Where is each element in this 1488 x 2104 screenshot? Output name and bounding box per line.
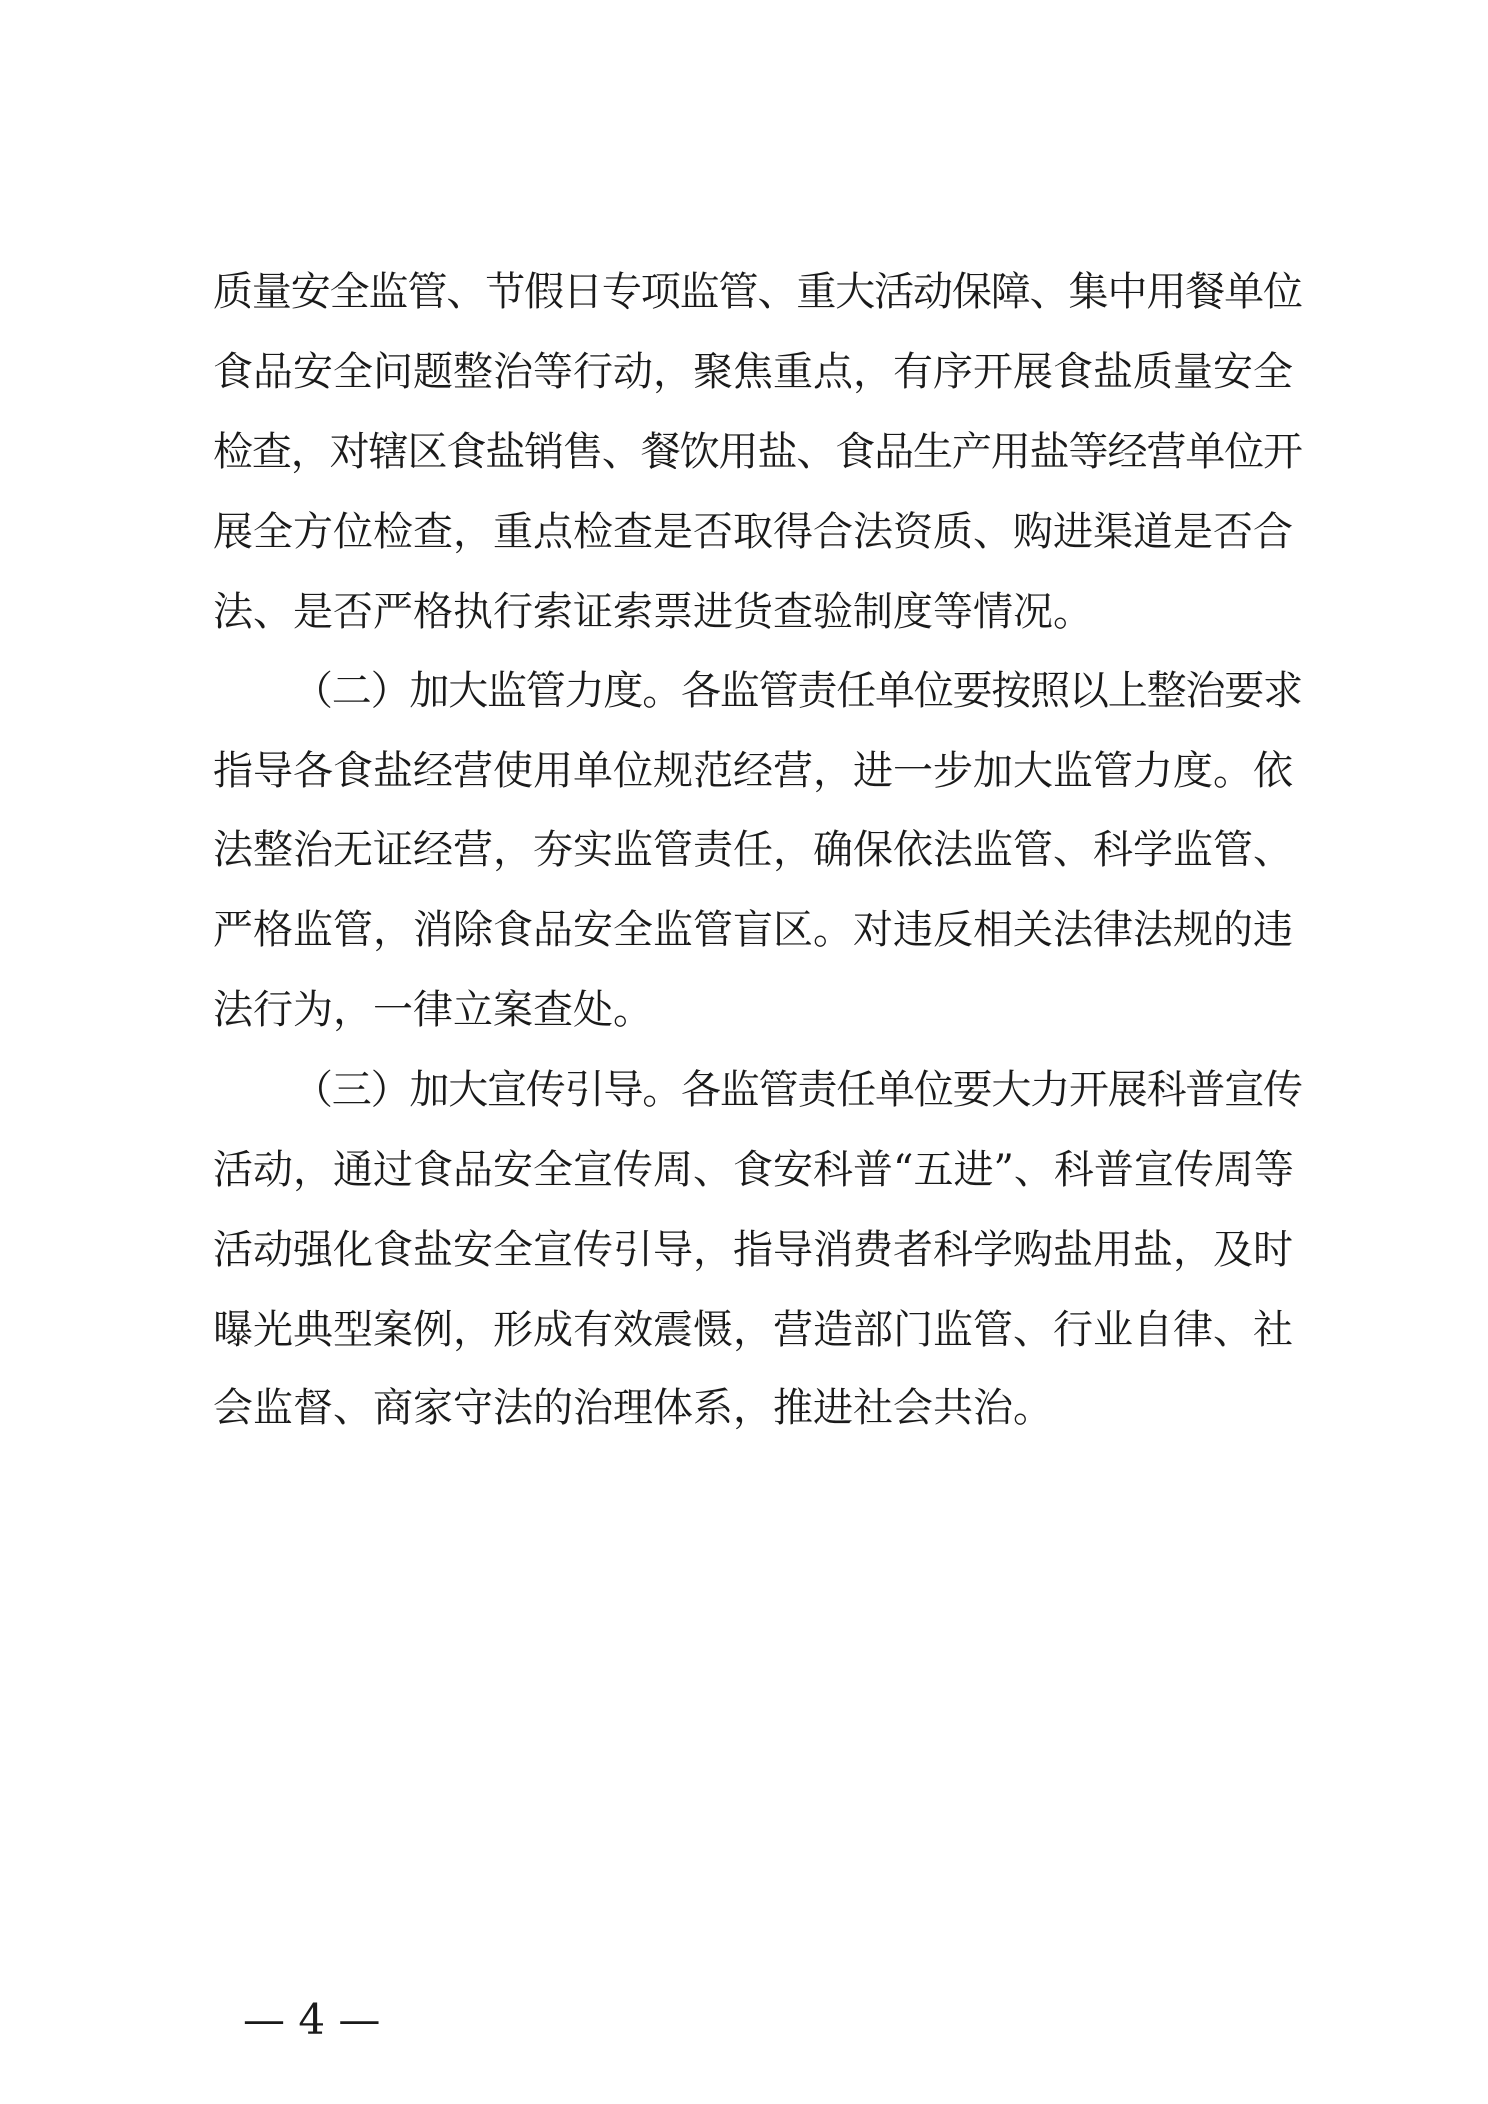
text-line: 会监督、商家守法的治理体系，推进社会共治。 [213, 1385, 1053, 1431]
text-line: 展全方位检查，重点检查是否取得合法资质、购进渠道是否合 [213, 509, 1293, 555]
section-heading-line: （三）加大宣传引导。各监管责任单位要大力开展科普宣传 [293, 1067, 1302, 1113]
text-line: 活动，通过食品安全宣传周、食安科普“五进”、科普宣传周等 [213, 1147, 1294, 1193]
text-line: 严格监管，消除食品安全监管盲区。对违反相关法律法规的违 [213, 907, 1293, 953]
text-line: 法、是否严格执行索证索票进货查验制度等情况。 [213, 589, 1093, 635]
text-line: 活动强化食盐安全宣传引导，指导消费者科学购盐用盐，及时 [213, 1227, 1293, 1273]
text-line: 曝光典型案例，形成有效震慑，营造部门监管、行业自律、社 [213, 1307, 1293, 1353]
text-line: 食品安全问题整治等行动，聚焦重点，有序开展食盐质量安全 [213, 349, 1293, 395]
text-line: 法整治无证经营，夯实监管责任，确保依法监管、科学监管、 [213, 827, 1293, 873]
text-line: 法行为，一律立案查处。 [213, 987, 653, 1033]
text-line: 检查，对辖区食盐销售、餐饮用盐、食品生产用盐等经营单位开 [213, 429, 1302, 475]
text-line: 质量安全监管、节假日专项监管、重大活动保障、集中用餐单位 [213, 269, 1302, 315]
page-number: — 4 — [243, 1995, 381, 2044]
text-line: 指导各食盐经营使用单位规范经营，进一步加大监管力度。依 [213, 748, 1293, 794]
section-heading-line: （二）加大监管力度。各监管责任单位要按照以上整治要求 [293, 668, 1302, 714]
